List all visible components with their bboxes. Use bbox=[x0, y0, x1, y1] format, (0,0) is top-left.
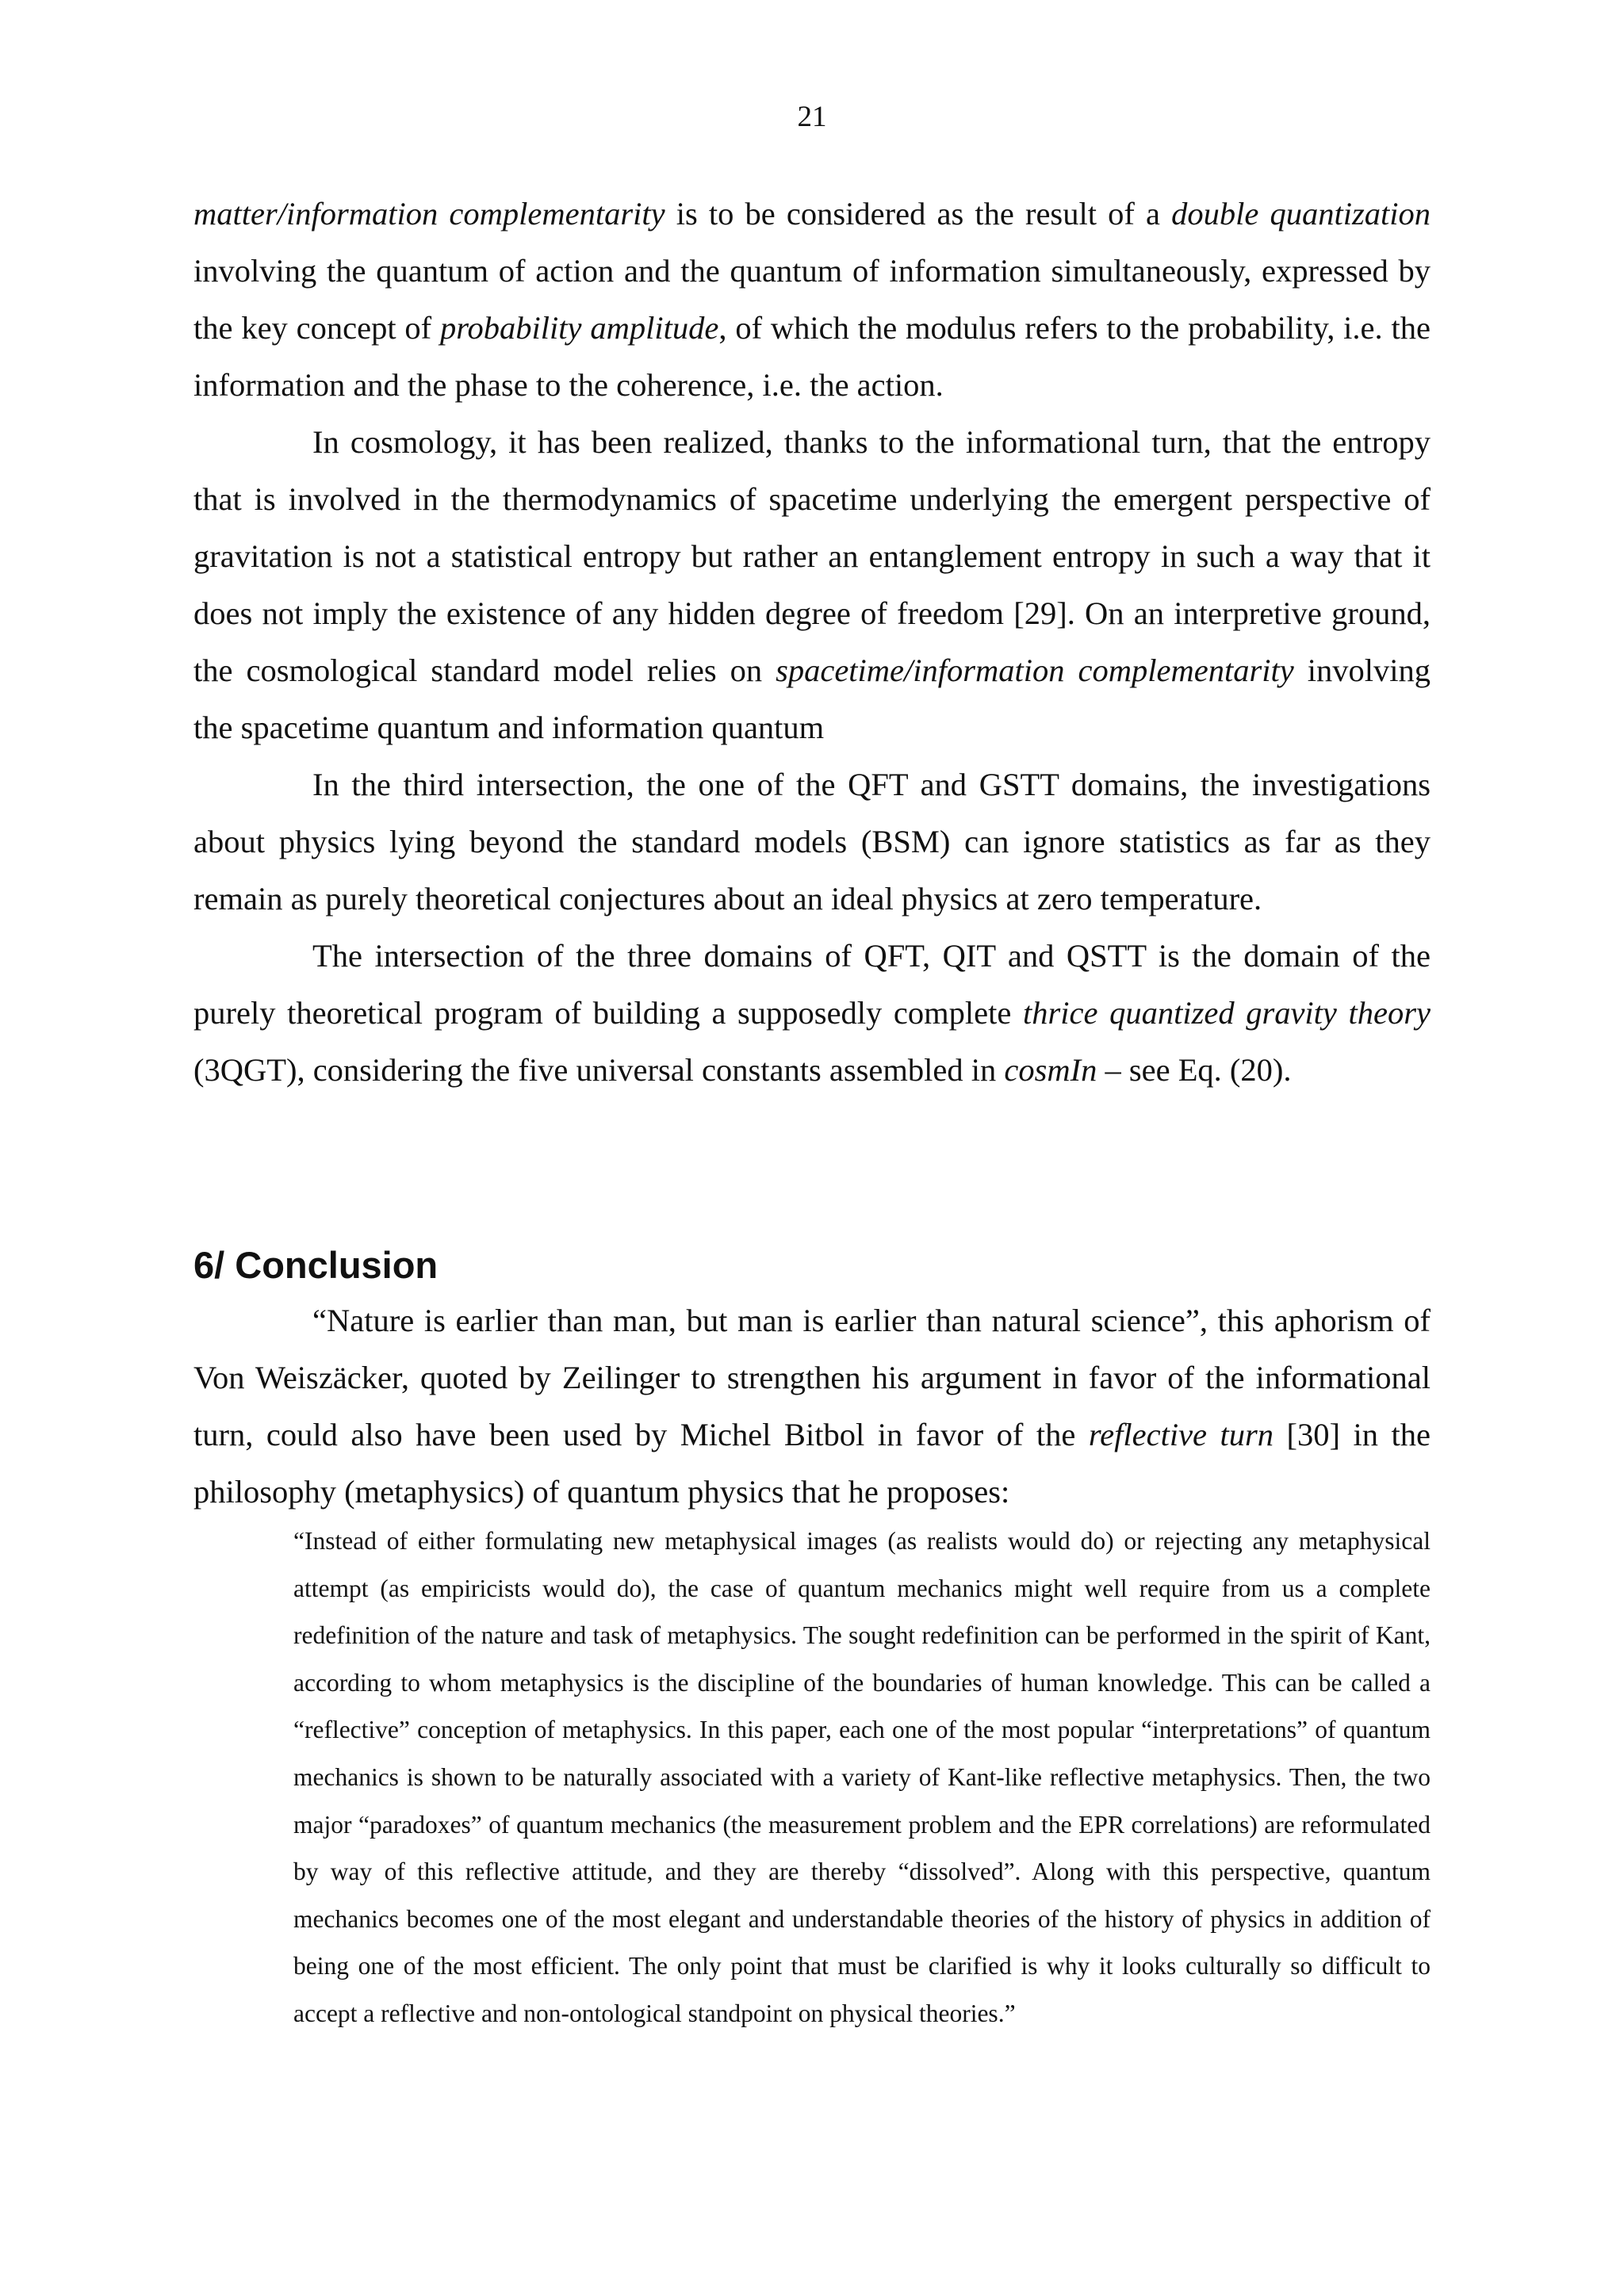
paragraph-conclusion-intro: “Nature is earlier than man, but man is earlier than natural science”, this aphorism of Von Weiszäcker, quoted by Zeilinger to strengthen his argument in favor of the informational turn, could also have been used by Michel Bitbol in favor of the reflective turn [30] in the philosophy (metaphysics) of quantum physics that he proposes: bbox=[193, 1303, 1431, 1510]
paragraph-three-domains: The intersection of the three domains of QFT, QIT and QSTT is the domain of the purely theoretical program of building a supposedly complete thrice quantized gravity theory (3QGT), considering the five universal constants assembled in cosmIn – see Eq. (20). bbox=[193, 938, 1431, 1088]
paragraph-cosmology: In cosmology, it has been realized, thanks to the informational turn, that the entropy that is involved in the thermodynamics of spacetime underlying the emergent perspective of gravitation is not a statistical entropy but rather an entanglement entropy in such a way that it does not imply the existence of any hidden degree of freedom [29]. On an interpretive ground, the cosmological standard model relies on spacetime/information complementarity involving the spacetime quantum and information quantum bbox=[193, 424, 1431, 745]
section-heading: 6/ Conclusion bbox=[193, 1244, 439, 1286]
body-text-conclusion bbox=[193, 1292, 1431, 1521]
block-quote bbox=[293, 1517, 1431, 2038]
italic-term: reflective turn bbox=[1088, 1417, 1274, 1452]
paragraph-third-intersection: In the third intersection, the one of the QFT and GSTT domains, the investigations about physics lying beyond the standard models (BSM) can ignore statistics as far as they remain as purely theoretical conjectures about an ideal physics at zero temperature. bbox=[193, 767, 1431, 916]
quote-text: “Instead of either formulating new metaphysical images (as realists would do) or rejecting any metaphysical attempt (as empiricists would do), the case of quantum mechanics might well require from us a complete redefinition of the nature and task of metaphysics. The sought redefinition can be performed in the spirit of Kant, according to whom metaphysics is the discipline of the boundaries of human knowledge. This can be called a “reflective” conception of metaphysics. In this paper, each one of the most popular “interpretations” of quantum mechanics is shown to be naturally associated with a variety of Kant-like reflective metaphysics. Then, the two major “paradoxes” of quantum mechanics (the measurement problem and the EPR correlations) are reformulated by way of this reflective attitude, and they are thereby “dissolved”. Along with this perspective, quantum mechanics becomes one of the most elegant and understandable theories of the history of physics in addition of being one of the most efficient. The only point that must be clarified is why it looks culturally so difficult to accept a reflective and non-ontological standpoint on physical theories.” bbox=[293, 1527, 1431, 2027]
page-number: 21 bbox=[797, 101, 827, 133]
italic-term: probability amplitude bbox=[440, 310, 719, 346]
italic-term: double quantization bbox=[1171, 196, 1431, 232]
italic-term: spacetime/information complementarity bbox=[776, 652, 1294, 688]
body-text-upper bbox=[193, 186, 1431, 1099]
italic-term: thrice quantized gravity theory bbox=[1022, 995, 1431, 1031]
italic-term: cosmIn bbox=[1004, 1052, 1097, 1088]
italic-term: matter/information complementarity bbox=[193, 196, 665, 232]
paragraph-complementarity: matter/information complementarity is to be considered as the result of a double quantization involving the quantum of action and the quantum of information simultaneously, expressed by the key concept of probability amplitude, of which the modulus refers to the probability, i.e. the information and the phase to the coherence, i.e. the action. bbox=[193, 196, 1431, 403]
